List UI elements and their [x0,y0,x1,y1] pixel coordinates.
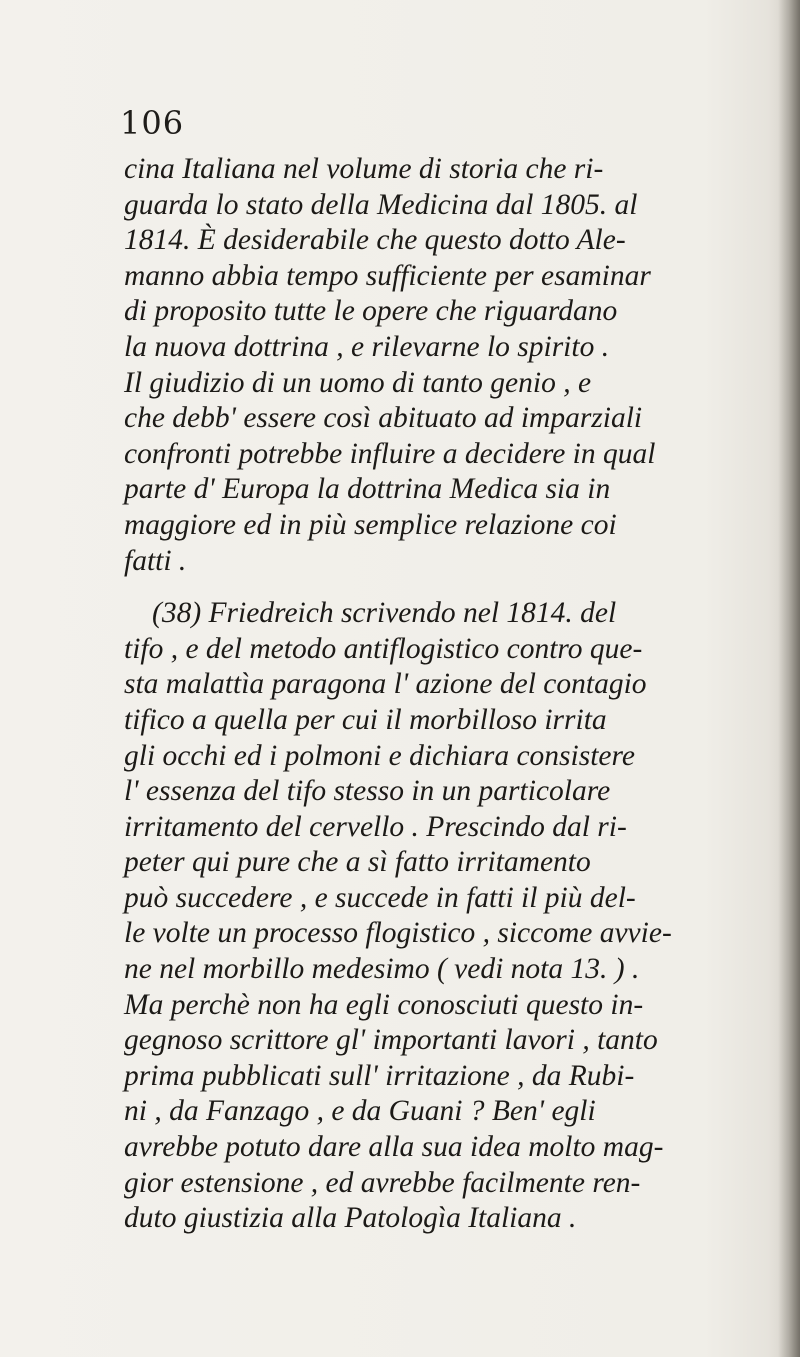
text-line: maggiore ed in più semplice relazione coi [124,508,617,541]
text-line: gegnoso scrittore gl' importanti lavori , tanto [124,1024,658,1057]
text-line: ne nel morbillo medesimo ( vedi nota 13. ) . [124,953,640,986]
text-line: Ma perchè non ha egli conosciuti questo in- [124,988,644,1021]
page-edge-shadow [778,0,800,1357]
text-line: tifo , e del metodo antiflogistico contro que- [124,632,643,665]
text-line: Il giudizio di un uomo di tanto genio , e [124,366,592,399]
text-line: irritamento del cervello . Prescindo dal ri- [124,810,627,843]
text-line: manno abbia tempo sufficiente per esaminar [124,259,651,292]
text-line: può succedere , e succede in fatti il più del- [124,881,636,914]
text-line: tifico a quella per cui il morbilloso irrita [124,703,607,736]
text-line: le volte un processo flogistico , siccome avvie- [124,917,672,950]
text-line: gli occhi ed i polmoni e dichiara consistere [124,739,635,772]
text-line: (38) Friedreich scrivendo nel 1814. del [152,597,617,630]
page-number: 106 [120,104,185,142]
text-line: cina Italiana nel volume di storia che ri- [124,153,604,185]
text-line: 1814. È desiderabile che questo dotto Ale- [124,224,626,257]
text-line: la nuova dottrina , e rilevarne lo spirito . [124,330,610,363]
text-line: ni , da Fanzago , e da Guani ? Ben' egli [124,1095,596,1128]
text-line: sta malattìa paragona l' azione del contagio [124,668,647,701]
text-line: fatti . [124,544,187,577]
text-line: che debb' essere così abituato ad imparziali [124,402,643,435]
text-block [124,152,764,1237]
text-line: gior estensione , ed avrebbe facilmente ren- [124,1166,641,1199]
text-line: peter qui pure che a sì fatto irritamento [124,846,591,879]
paragraph-continuation [124,152,764,579]
text-line: confronti potrebbe influire a decidere in qual [124,437,656,470]
paragraph-note-38 [124,596,764,1237]
text-line: prima pubblicati sull' irritazione , da Rubi- [124,1059,635,1092]
text-line: l' essenza del tifo stesso in un particolare [124,775,611,808]
text-line: parte d' Europa la dottrina Medica sia in [124,473,611,506]
text-line: duto giustizia alla Patologìa Italiana . [124,1202,577,1235]
text-line: avrebbe potuto dare alla sua idea molto mag- [124,1131,664,1164]
text-line: di proposito tutte le opere che riguardano [124,295,618,328]
text-line: guarda lo stato della Medicina dal 1805. al [124,188,638,221]
